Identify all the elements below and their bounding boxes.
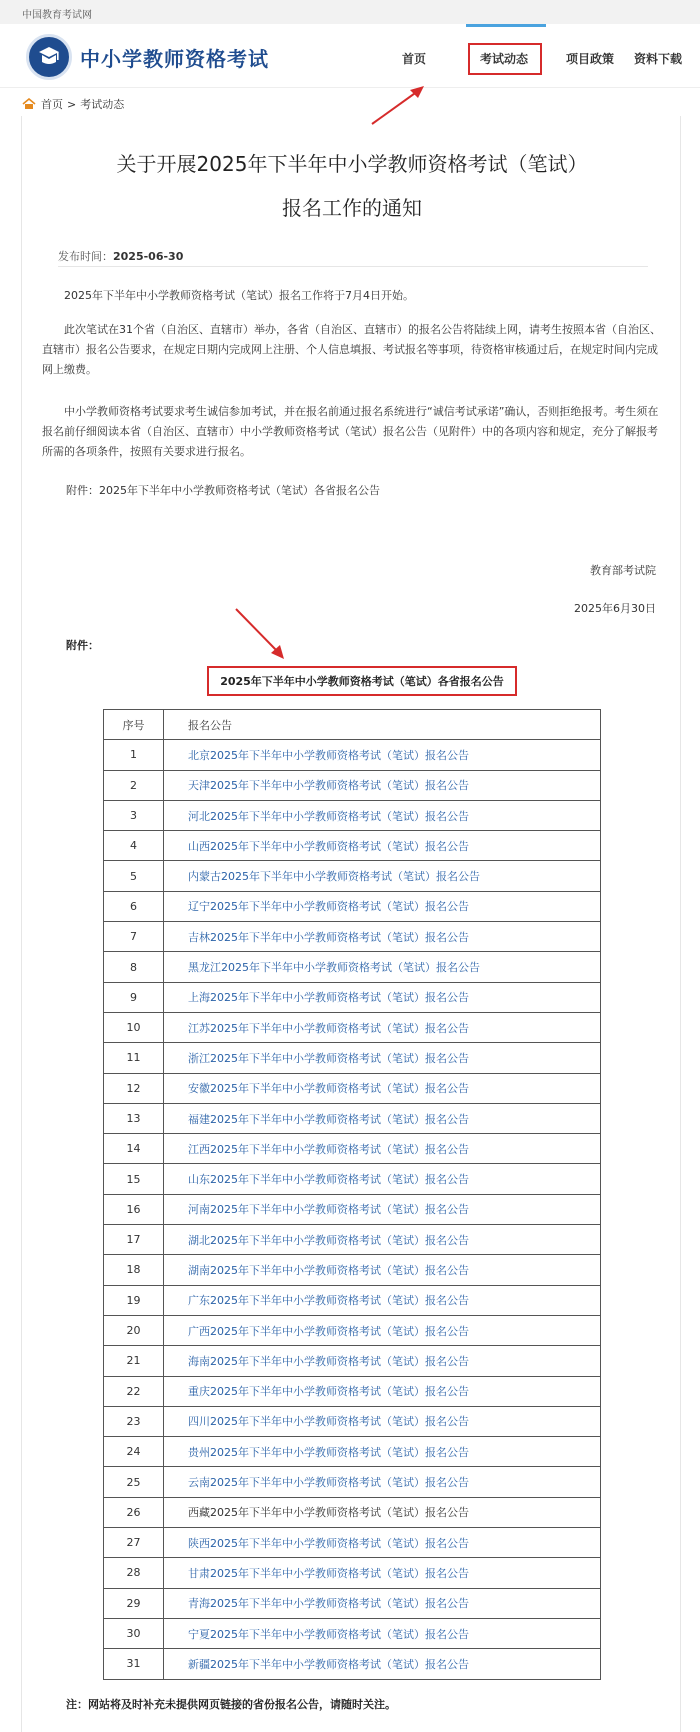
row-number: 17	[104, 1225, 164, 1255]
notice-link[interactable]: 吉林2025年下半年中小学教师资格考试（笔试）报名公告	[164, 922, 601, 952]
signer: 教育部考试院	[590, 564, 656, 577]
home-icon	[22, 98, 36, 110]
table-row	[104, 1437, 601, 1467]
nav-home[interactable]: 首页	[402, 52, 427, 66]
table-row	[104, 1618, 601, 1648]
row-number: 13	[104, 1103, 164, 1133]
nav-exam-news[interactable]: 考试动态	[480, 52, 529, 66]
main-nav	[380, 24, 700, 88]
row-number: 7	[104, 922, 164, 952]
publish-date-value: 2025-06-30	[113, 250, 184, 263]
table-row	[104, 1225, 601, 1255]
province-notice-table	[103, 709, 601, 1680]
paragraph-1: 2025年下半年中小学教师资格考试（笔试）报名工作将于7月4日开始。	[64, 289, 414, 302]
top-bar	[0, 0, 700, 24]
nav-downloads[interactable]: 资料下载	[634, 52, 683, 66]
row-number: 16	[104, 1194, 164, 1224]
breadcrumb	[22, 96, 124, 112]
table-row	[104, 1558, 601, 1588]
breadcrumb-home[interactable]: 首页	[41, 98, 63, 111]
notice-link[interactable]: 天津2025年下半年中小学教师资格考试（笔试）报名公告	[164, 770, 601, 800]
row-number: 21	[104, 1346, 164, 1376]
table-row	[104, 1073, 601, 1103]
publish-date-label: 发布时间：	[58, 250, 113, 263]
notice-link[interactable]: 安徽2025年下半年中小学教师资格考试（笔试）报名公告	[164, 1073, 601, 1103]
row-number: 27	[104, 1528, 164, 1558]
table-header-no: 序号	[104, 710, 164, 740]
table-row	[104, 1467, 601, 1497]
row-number: 18	[104, 1255, 164, 1285]
table-row	[104, 1588, 601, 1618]
table-row	[104, 1649, 601, 1679]
footnote: 注：网站将及时补充未提供网页链接的省份报名公告，请随时关注。	[66, 1698, 396, 1711]
table-row	[104, 982, 601, 1012]
notice-link[interactable]: 海南2025年下半年中小学教师资格考试（笔试）报名公告	[164, 1346, 601, 1376]
table-row	[104, 1285, 601, 1315]
row-number: 3	[104, 800, 164, 830]
notice-link[interactable]: 山西2025年下半年中小学教师资格考试（笔试）报名公告	[164, 831, 601, 861]
breadcrumb-separator: >	[67, 97, 77, 111]
attachment-line[interactable]: 附件：2025年下半年中小学教师资格考试（笔试）各省报名公告	[66, 484, 380, 497]
nav-highlight-box	[468, 43, 542, 75]
notice-link[interactable]: 福建2025年下半年中小学教师资格考试（笔试）报名公告	[164, 1103, 601, 1133]
row-number: 20	[104, 1315, 164, 1345]
article-title-line1: 关于开展2025年下半年中小学教师资格考试（笔试）	[116, 152, 588, 176]
table-row	[104, 1528, 601, 1558]
row-number: 12	[104, 1073, 164, 1103]
nav-active-indicator	[466, 24, 546, 27]
notice-link[interactable]: 广东2025年下半年中小学教师资格考试（笔试）报名公告	[164, 1285, 601, 1315]
table-title: 2025年下半年中小学教师资格考试（笔试）各省报名公告	[220, 675, 504, 688]
notice-link[interactable]: 上海2025年下半年中小学教师资格考试（笔试）报名公告	[164, 982, 601, 1012]
table-row	[104, 1255, 601, 1285]
table-row	[104, 1164, 601, 1194]
notice-link[interactable]: 甘肃2025年下半年中小学教师资格考试（笔试）报名公告	[164, 1558, 601, 1588]
notice-link[interactable]: 北京2025年下半年中小学教师资格考试（笔试）报名公告	[164, 740, 601, 770]
row-number: 24	[104, 1437, 164, 1467]
notice-link[interactable]: 河南2025年下半年中小学教师资格考试（笔试）报名公告	[164, 1194, 601, 1224]
table-row	[104, 800, 601, 830]
notice-link[interactable]: 新疆2025年下半年中小学教师资格考试（笔试）报名公告	[164, 1649, 601, 1679]
row-number: 6	[104, 891, 164, 921]
table-row	[104, 770, 601, 800]
table-header-notice: 报名公告	[164, 710, 601, 740]
publish-date	[58, 248, 183, 264]
row-number: 1	[104, 740, 164, 770]
paragraph-2: 此次笔试在31个省（自治区、直辖市）举办，各省（自治区、直辖市）的报名公告将陆续上网，请考生按照本省（自治区、直辖市）报名公告要求，在规定日期内完成网上注册、个人信息填报、考试报名等事项，待资格审核通过后，在规定时间内完成网上缴费。	[42, 323, 661, 376]
attachment-label: 附件：	[66, 639, 99, 652]
table-row	[104, 952, 601, 982]
breadcrumb-current[interactable]: 考试动态	[80, 98, 125, 111]
row-number: 9	[104, 982, 164, 1012]
row-number: 25	[104, 1467, 164, 1497]
row-number: 30	[104, 1618, 164, 1648]
table-row	[104, 1194, 601, 1224]
notice-link[interactable]: 湖南2025年下半年中小学教师资格考试（笔试）报名公告	[164, 1255, 601, 1285]
table-row	[104, 740, 601, 770]
row-number: 22	[104, 1376, 164, 1406]
table-row	[104, 891, 601, 921]
site-logo[interactable]	[26, 34, 269, 80]
notice-link[interactable]: 湖北2025年下半年中小学教师资格考试（笔试）报名公告	[164, 1225, 601, 1255]
notice-link[interactable]: 黑龙江2025年下半年中小学教师资格考试（笔试）报名公告	[164, 952, 601, 982]
row-number: 23	[104, 1406, 164, 1436]
table-row	[104, 1406, 601, 1436]
row-number: 10	[104, 1012, 164, 1042]
notice-link[interactable]: 辽宁2025年下半年中小学教师资格考试（笔试）报名公告	[164, 891, 601, 921]
row-number: 26	[104, 1497, 164, 1527]
notice-link[interactable]: 陕西2025年下半年中小学教师资格考试（笔试）报名公告	[164, 1528, 601, 1558]
row-number: 11	[104, 1043, 164, 1073]
table-row	[104, 1103, 601, 1133]
row-number: 31	[104, 1649, 164, 1679]
table-row	[104, 1346, 601, 1376]
row-number: 2	[104, 770, 164, 800]
table-row	[104, 861, 601, 891]
row-number: 4	[104, 831, 164, 861]
table-title-highlight	[207, 666, 517, 696]
table-row	[104, 1043, 601, 1073]
notice-link[interactable]: 内蒙古2025年下半年中小学教师资格考试（笔试）报名公告	[164, 861, 601, 891]
top-bar-site-name[interactable]: 中国教育考试网	[22, 10, 92, 21]
site-header	[0, 24, 700, 88]
table-row	[104, 1376, 601, 1406]
notice-link[interactable]: 河北2025年下半年中小学教师资格考试（笔试）报名公告	[164, 800, 601, 830]
table-row	[104, 1012, 601, 1042]
notice-link[interactable]: 四川2025年下半年中小学教师资格考试（笔试）报名公告	[164, 1406, 601, 1436]
paragraph-3: 中小学教师资格考试要求考生诚信参加考试，并在报名前通过报名系统进行“诚信考试承诺”确认，否则拒绝报考。考生须在报名前仔细阅读本省（自治区、直辖市）中小学教师资格考试（笔试）报名公告（见附件）中的各项内容和规定，充分了解报考所需的各项条件，按照有关要求进行报名。	[42, 405, 659, 458]
sign-date: 2025年6月30日	[574, 602, 656, 615]
notice-link[interactable]: 宁夏2025年下半年中小学教师资格考试（笔试）报名公告	[164, 1618, 601, 1648]
table-row	[104, 1497, 601, 1527]
row-number: 5	[104, 861, 164, 891]
table-row	[104, 1134, 601, 1164]
table-header-row	[104, 710, 601, 740]
table-row	[104, 922, 601, 952]
notice-link[interactable]: 贵州2025年下半年中小学教师资格考试（笔试）报名公告	[164, 1437, 601, 1467]
row-number: 19	[104, 1285, 164, 1315]
row-number: 14	[104, 1134, 164, 1164]
notice-link[interactable]: 重庆2025年下半年中小学教师资格考试（笔试）报名公告	[164, 1376, 601, 1406]
notice-link[interactable]: 广西2025年下半年中小学教师资格考试（笔试）报名公告	[164, 1315, 601, 1345]
notice-link[interactable]: 江苏2025年下半年中小学教师资格考试（笔试）报名公告	[164, 1012, 601, 1042]
title-divider	[58, 266, 648, 267]
logo-emblem-icon	[26, 34, 72, 80]
notice-link[interactable]: 江西2025年下半年中小学教师资格考试（笔试）报名公告	[164, 1134, 601, 1164]
row-number: 29	[104, 1588, 164, 1618]
row-number: 15	[104, 1164, 164, 1194]
table-row	[104, 831, 601, 861]
notice-link[interactable]: 青海2025年下半年中小学教师资格考试（笔试）报名公告	[164, 1588, 601, 1618]
row-number: 28	[104, 1558, 164, 1588]
notice-link[interactable]: 山东2025年下半年中小学教师资格考试（笔试）报名公告	[164, 1164, 601, 1194]
site-title: 中小学教师资格考试	[80, 46, 269, 71]
article-title-line2: 报名工作的通知	[282, 196, 422, 220]
table-row	[104, 1315, 601, 1345]
notice-link[interactable]: 云南2025年下半年中小学教师资格考试（笔试）报名公告	[164, 1467, 601, 1497]
row-number: 8	[104, 952, 164, 982]
notice-text: 西藏2025年下半年中小学教师资格考试（笔试）报名公告	[164, 1497, 601, 1527]
notice-link[interactable]: 浙江2025年下半年中小学教师资格考试（笔试）报名公告	[164, 1043, 601, 1073]
nav-policies[interactable]: 项目政策	[566, 52, 615, 66]
